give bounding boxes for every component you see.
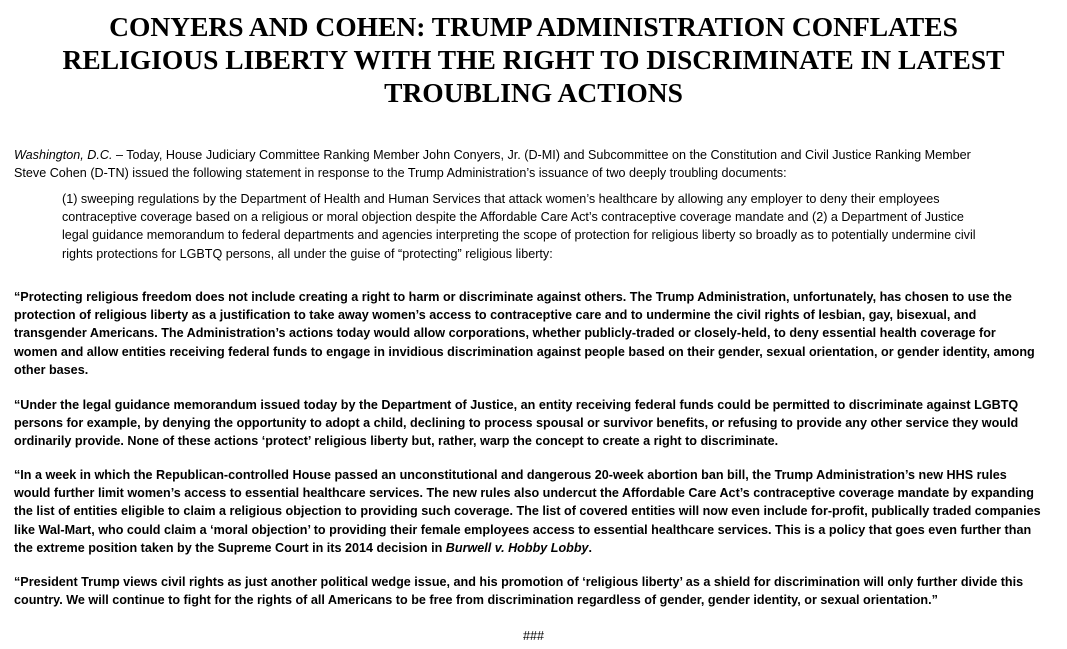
intro-text: – Today, House Judiciary Committee Ranking Member John Conyers, Jr. (D-MI) and Subcommittee on the Constitution and Civil Justice Ranking Member <box>112 148 971 162</box>
intro-paragraph <box>14 146 1054 182</box>
statement-line: protection of religious liberty as a justification to take away women’s access to contraceptive care and to undermine the civil rights of lesbian, gay, bisexual, and <box>14 308 977 323</box>
statement-line: “In a week in which the Republican-controlled House passed an unconstitutional and dangerous 20-week abortion ban bill, the Trump Administration’s new HHS rules <box>14 468 1007 482</box>
block-quote-line: legal guidance memorandum to federal departments and agencies interpreting the scope of protection for religious liberty so broadly as to potentially undermine civil <box>62 228 976 243</box>
block-quote-line: contraceptive coverage based on a religious or moral objection despite the Affordable Care Act’s contraceptive coverage mandate and (2) a Department of Justice <box>62 210 964 225</box>
block-quote-line: (1) sweeping regulations by the Department of Health and Human Services that attack women’s healthcare by allowing any employer to deny their employees <box>62 192 940 206</box>
statement-text: the extreme position taken by the Supreme Court in its 2014 decision in <box>14 540 446 555</box>
statement-line: “Protecting religious freedom does not include creating a right to harm or discriminate against others. The Trump Administration, unfortunately, has chosen to use the <box>14 290 1012 304</box>
headline-line: RELIGIOUS LIBERTY WITH THE RIGHT TO DISCRIMINATE IN LATEST <box>62 44 1005 75</box>
statement-line: “President Trump views civil rights as just another political wedge issue, and his promotion of ‘religious liberty’ as a shield for discrimination will only further divide this <box>14 575 1024 589</box>
statement-text: . <box>588 540 593 555</box>
intro-line: Steve Cohen (D-TN) issued the following statement in response to the Trump Administration’s issuance of two deeply troubling documents: <box>14 166 787 181</box>
statement-paragraph-2 <box>14 396 1057 451</box>
statement-line <box>14 539 1057 557</box>
headline-line: TROUBLING ACTIONS <box>384 77 683 108</box>
end-mark: ### <box>522 629 544 643</box>
statement-line: other bases. <box>14 362 89 377</box>
block-quote-line: rights protections for LGBTQ persons, all under the guise of “protecting” religious liberty: <box>62 246 553 261</box>
headline <box>10 10 1057 109</box>
statement-line: women and allow entities receiving federal funds to engage in invidious discrimination against people based on their gender, sexual orientation, or gender identity, among <box>14 344 1035 359</box>
statement-line: transgender Americans. The Administration’s actions today would allow corporations, whether publicly-traded or closely-held, to deny essential health coverage for <box>14 326 996 341</box>
dateline: Washington, D.C. <box>14 148 113 162</box>
statement-line: would further limit women’s access to essential healthcare services. The new rules also undercut the Affordable Care Act’s contraceptive coverage mandate by expanding <box>14 486 1034 501</box>
statement-line: ordinarily provide. None of these actions ‘protect’ religious liberty but, rather, warp the concept to create a right to discriminate. <box>14 434 779 449</box>
statement-line: country. We will continue to fight for the rights of all Americans to be free from discrimination regardless of gender, gender identity, or sexual orientation.” <box>14 593 938 608</box>
block-quote <box>62 190 1052 263</box>
statement-line: “Under the legal guidance memorandum issued today by the Department of Justice, an entity receiving federal funds could be permitted to discriminate against LGBTQ <box>14 398 1019 412</box>
case-name: Burwell v. Hobby Lobby <box>445 540 589 555</box>
statement-line: the list of entities eligible to claim a religious objection to providing such coverage. The list of covered entities will now even include for-profit, publically traded companies <box>14 504 1041 519</box>
statement-line: like Wal-Mart, who could claim a ‘moral objection’ to providing their female employees access to essential healthcare services. This is a policy that goes even further than <box>14 522 1032 537</box>
statement-line: persons for example, by denying the opportunity to adopt a child, declining to process spousal or survivor benefits, or refusing to provide any other service they would <box>14 416 1019 431</box>
statement-paragraph-3 <box>14 466 1057 557</box>
statement-paragraph-4 <box>14 573 1057 609</box>
statement-paragraph-1 <box>14 288 1057 379</box>
headline-line: CONYERS AND COHEN: TRUMP ADMINISTRATION CONFLATES <box>109 11 958 42</box>
intro-line <box>14 146 1054 164</box>
